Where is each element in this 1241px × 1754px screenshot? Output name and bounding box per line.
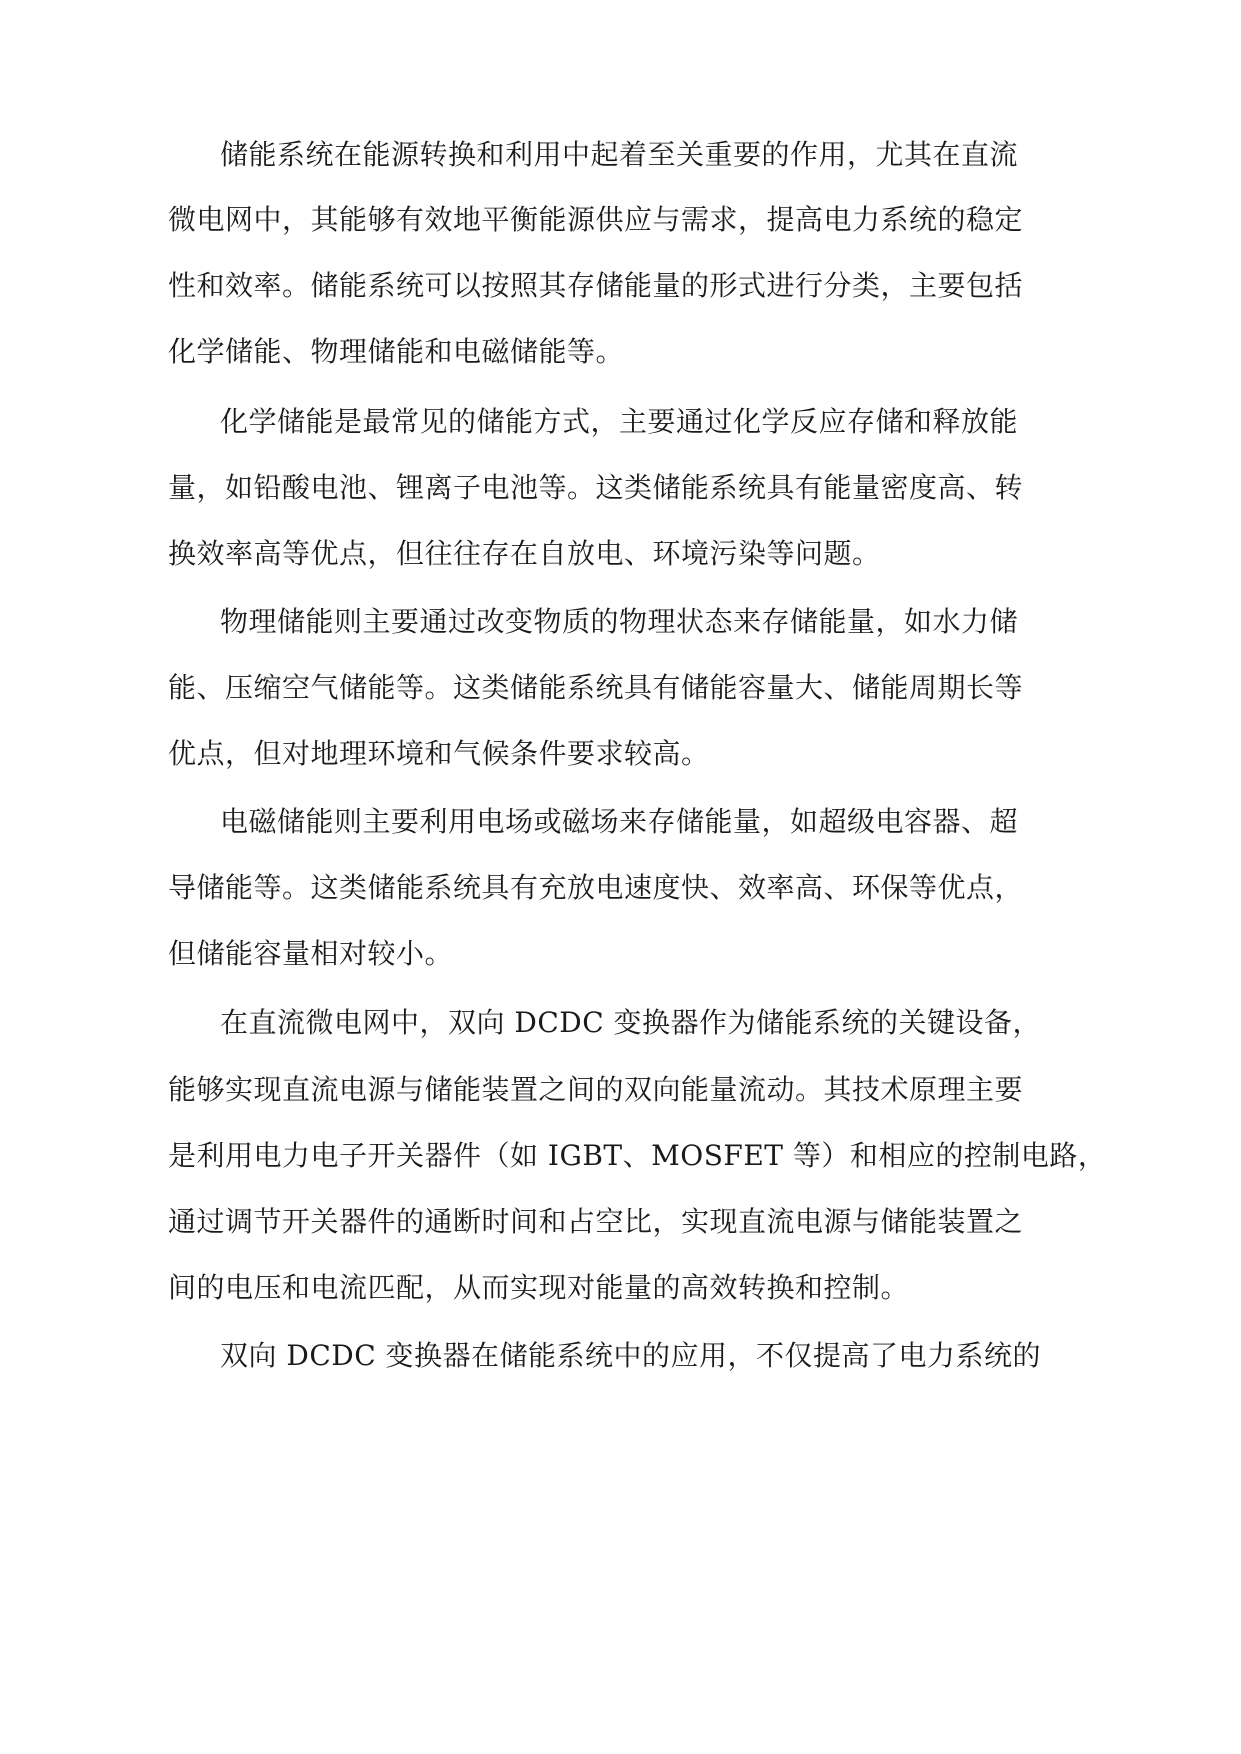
text-line: 电磁储能则主要利用电场或磁场来存储能量，如超级电容器、超 bbox=[220, 805, 1019, 838]
text-line: 换效率高等优点，但往往存在自放电、环境污染等问题。 bbox=[168, 537, 881, 570]
text-line: 在直流微电网中，双向 DCDC 变换器作为储能系统的关键设备， bbox=[220, 1006, 1042, 1039]
text-line: 能、压缩空气储能等。这类储能系统具有储能容量大、储能周期长等 bbox=[168, 671, 1024, 704]
text-line: 间的电压和电流匹配，从而实现对能量的高效转换和控制。 bbox=[168, 1271, 910, 1304]
text-line: 优点，但对地理环境和气候条件要求较高。 bbox=[168, 737, 710, 770]
text-line: 是利用电力电子开关器件（如 IGBT、MOSFET 等）和相应的控制电路， bbox=[168, 1139, 1107, 1172]
text-line: 物理储能则主要通过改变物质的物理状态来存储能量，如水力储 bbox=[220, 605, 1019, 638]
text-line: 能够实现直流电源与储能装置之间的双向能量流动。其技术原理主要 bbox=[168, 1073, 1024, 1106]
text-line: 导储能等。这类储能系统具有充放电速度快、效率高、环保等优点， bbox=[168, 871, 1024, 904]
text-line: 但储能容量相对较小。 bbox=[168, 937, 454, 970]
text-line: 性和效率。储能系统可以按照其存储能量的形式进行分类，主要包括 bbox=[168, 269, 1024, 302]
text-line: 储能系统在能源转换和利用中起着至关重要的作用，尤其在直流 bbox=[220, 138, 1019, 171]
text-line: 双向 DCDC 变换器在储能系统中的应用，不仅提高了电力系统的 bbox=[220, 1339, 1042, 1372]
text-line: 量，如铅酸电池、锂离子电池等。这类储能系统具有能量密度高、转 bbox=[168, 471, 1024, 504]
text-line: 化学储能是最常见的储能方式，主要通过化学反应存储和释放能 bbox=[220, 405, 1019, 438]
text-line: 微电网中，其能够有效地平衡能源供应与需求，提高电力系统的稳定 bbox=[168, 203, 1024, 236]
text-line: 通过调节开关器件的通断时间和占空比，实现直流电源与储能装置之 bbox=[168, 1205, 1024, 1238]
text-line: 化学储能、物理储能和电磁储能等。 bbox=[168, 335, 625, 368]
